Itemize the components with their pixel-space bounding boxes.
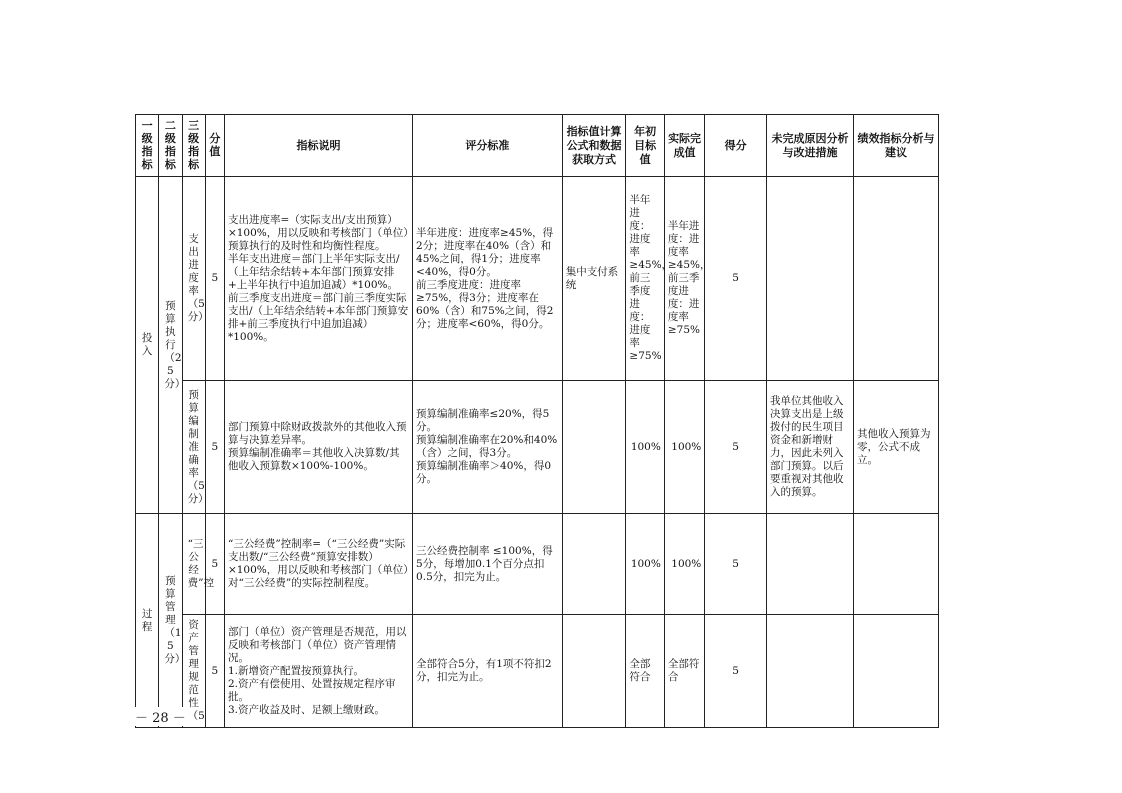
table-row	[136, 514, 939, 615]
cell-got: 5	[705, 514, 767, 615]
cell-target: 半年进度：进度率≥45%，前三季度进度：进度率≥75%	[626, 177, 664, 381]
cell-formula: 集中支付系统	[562, 177, 626, 381]
table-row	[136, 615, 939, 728]
cell-l2: 预算管理（15分）	[159, 514, 182, 728]
cell-advice: 其他收入预算为零，公式不成立。	[853, 381, 938, 514]
header-l3: 三级指标	[182, 115, 205, 177]
cell-l1: 投入	[136, 177, 159, 514]
cell-desc: “三公经费”控制率=（“三公经费”实际支出数/“三公经费”预算安排数）×100%，用以反映和考核部门（单位）对“三公经费”的实际控制程度。	[224, 514, 412, 615]
cell-l2: 预算执行（25分）	[159, 177, 182, 514]
cell-advice	[853, 615, 938, 728]
cell-advice	[853, 514, 938, 615]
header-criteria: 评分标准	[413, 115, 563, 177]
cell-formula	[562, 514, 626, 615]
cell-formula	[562, 615, 626, 728]
cell-target: 100%	[626, 381, 664, 514]
cell-target: 100%	[626, 514, 664, 615]
cell-got: 5	[705, 381, 767, 514]
header-got: 得分	[705, 115, 767, 177]
cell-criteria: 半年进度：进度率≥45%，得2分；进度率在40%（含）和45%之间，得1分；进度率<40%，得0分。 前三季度进度：进度率≥75%，得3分；进度率在60%（含）和75%之间，得2分；进度率<60%，得0分。	[413, 177, 563, 381]
cell-score: 5	[205, 514, 224, 615]
cell-reason	[766, 514, 853, 615]
header-l2: 二级指标	[159, 115, 182, 177]
header-formula: 指标值计算公式和数据获取方式	[562, 115, 626, 177]
cell-l1: 过程	[136, 514, 159, 728]
header-desc: 指标说明	[224, 115, 412, 177]
table-row	[136, 381, 939, 514]
cell-l3: 资产管理规范性（5	[182, 615, 205, 728]
cell-l3: 预算编制准确率（5分）	[182, 381, 205, 514]
header-target: 年初目标值	[626, 115, 664, 177]
table-row	[136, 177, 939, 381]
cell-criteria: 预算编制准确率≤20%，得5分。 预算编制准确率在20%和40%（含）之间，得3分。 预算编制准确率＞40%，得0分。	[413, 381, 563, 514]
header-reason: 未完成原因分析与改进措施	[766, 115, 853, 177]
cell-criteria: 全部符合5分，有1项不符扣2分，扣完为止。	[413, 615, 563, 728]
cell-score: 5	[205, 381, 224, 514]
cell-actual: 100%	[664, 381, 704, 514]
cell-desc: 部门（单位）资产管理是否规范，用以反映和考核部门（单位）资产管理情况。 1.新增资产配置按预算执行。 2.资产有偿使用、处置按规定程序审批。 3.资产收益及时、足额上缴财政。	[224, 615, 412, 728]
header-l1: 一级指标	[136, 115, 159, 177]
cell-score: 5	[205, 177, 224, 381]
cell-reason	[766, 177, 853, 381]
header-score: 分值	[205, 115, 224, 177]
cell-l3: 支出进度率（5分）	[182, 177, 205, 381]
cell-reason: 我单位其他收入决算支出是上级拨付的民生项目资金和新增财力，因此未列入部门预算。以后要重视对其他收入的预算。	[766, 381, 853, 514]
cell-actual: 全部符合	[664, 615, 704, 728]
cell-got: 5	[705, 177, 767, 381]
cell-reason	[766, 615, 853, 728]
cell-criteria: 三公经费控制率 ≤100%，得5分，每增加0.1个百分点扣0.5分，扣完为止。	[413, 514, 563, 615]
page-number: － 28 －	[133, 707, 188, 726]
cell-desc: 部门预算中除财政拨款外的其他收入预算与决算差异率。 预算编制准确率＝其他收入决算数/其他收入预算数×100%-100%。	[224, 381, 412, 514]
header-actual: 实际完成值	[664, 115, 704, 177]
cell-got: 5	[705, 615, 767, 728]
cell-formula	[562, 381, 626, 514]
cell-target: 全部符合	[626, 615, 664, 728]
cell-l3: “三公经费”控	[182, 514, 205, 615]
header-advice: 绩效指标分析与建议	[853, 115, 938, 177]
cell-advice	[853, 177, 938, 381]
header-row	[136, 115, 939, 177]
cell-actual: 半年进度：进度率≥45%，前三季度进度：进度率≥75%	[664, 177, 704, 381]
performance-table	[135, 114, 939, 728]
cell-desc: 支出进度率=（实际支出/支出预算）×100%，用以反映和考核部门（单位）预算执行的及时性和均衡性程度。 半年支出进度＝部门上半年实际支出/（上年结余结转+本年部门预算安排+上半年执行中追加追减）*100%。 前三季度支出进度＝部门前三季度实际支出/（上年结余结转+本年部门预算安排+前三季度执行中追加追减）*100%。	[224, 177, 412, 381]
cell-actual: 100%	[664, 514, 704, 615]
cell-score: 5	[205, 615, 224, 728]
